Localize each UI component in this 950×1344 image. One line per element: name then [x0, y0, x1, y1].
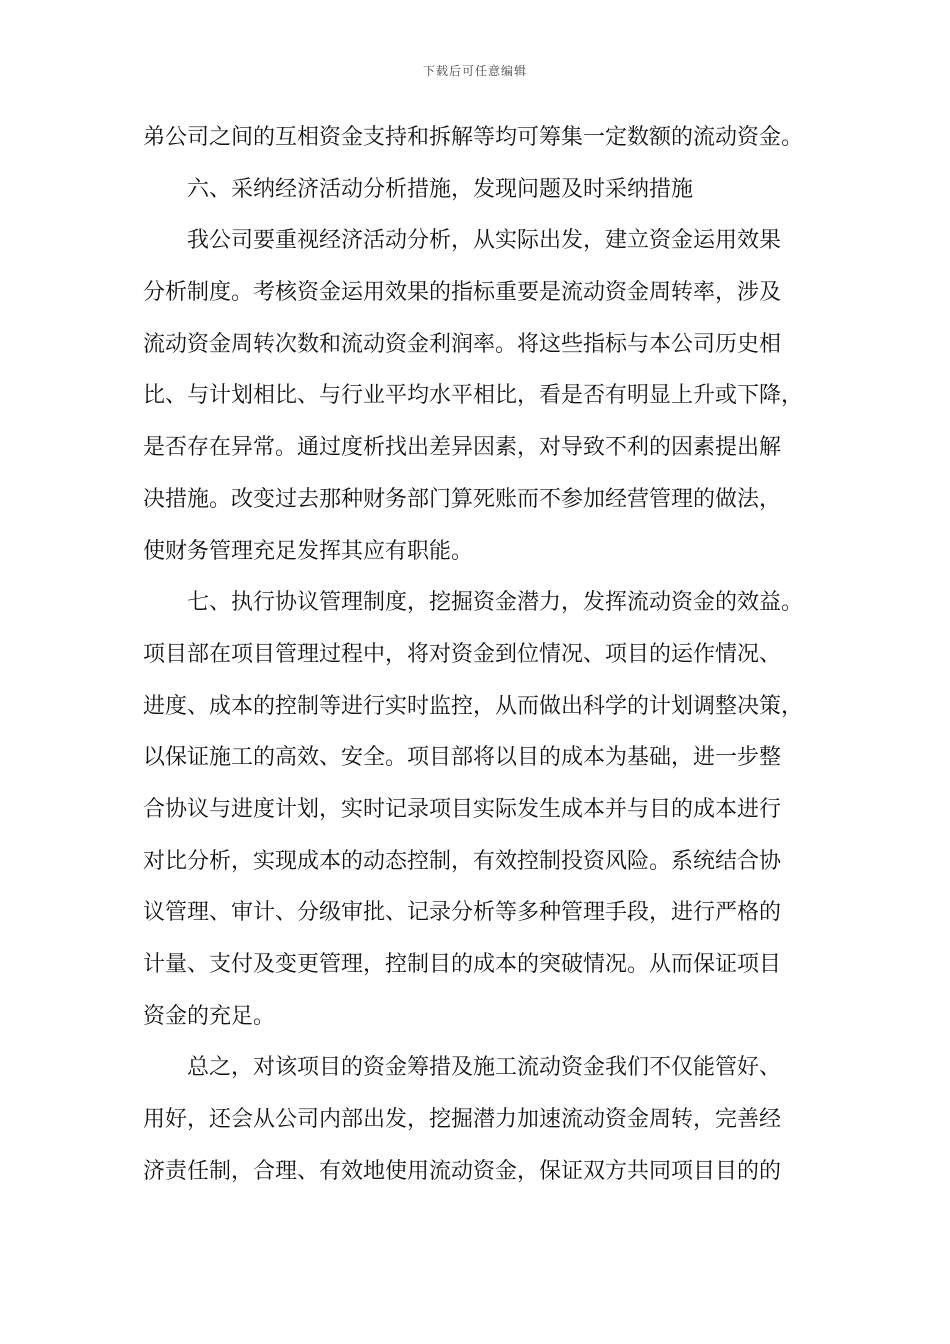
page-header: 下载后可任意编辑	[422, 64, 527, 78]
text-line: 用好，还会从公司内部出发，挖掘潜力加速流动资金周转，完善经	[143, 1107, 782, 1133]
text-line: 进度、成本的控制等进行实时监控，从而做出科学的计划调整决策，	[143, 693, 804, 719]
text-line: 使财务管理充足发挥其应有职能。	[143, 538, 474, 564]
text-line: 以保证施工的高效、安全。项目部将以目的成本为基础，进一步整	[143, 745, 782, 771]
text-line: 资金的充足。	[143, 1003, 276, 1029]
text-line: 项目部在项目管理过程中，将对资金到位情况、项目的运作情况、	[143, 641, 782, 667]
text-line: 是否存在异常。通过度析找出差异因素，对导致不利的因素提出解	[143, 435, 782, 461]
text-line: 决措施。改变过去那种财务部门算死账而不参加经营管理的做法，	[143, 486, 782, 512]
text-line: 对比分析，实现成本的动态控制，有效控制投资风险。系统结合协	[143, 848, 782, 874]
text-line: 弟公司之间的互相资金支持和拆解等均可筹集一定数额的流动资金。	[143, 125, 804, 150]
text-line: 济责任制，合理、有效地使用流动资金，保证双方共同项目目的的	[143, 1158, 782, 1184]
text-line: 流动资金周转次数和流动资金利润率。将这些指标与本公司历史相	[143, 331, 782, 357]
text-line: 总之，对该项目的资金筹措及施工流动资金我们不仅能管好、	[187, 1055, 782, 1081]
text-line: 我公司要重视经济活动分析，从实际出发，建立资金运用效果	[187, 228, 782, 254]
text-line: 比、与计划相比、与行业平均水平相比，看是否有明显上升或下降，	[143, 383, 804, 409]
text-line: 七、执行协议管理制度，挖掘资金潜力，发挥流动资金的效益。	[187, 590, 804, 616]
text-line: 分析制度。考核资金运用效果的指标重要是流动资金周转率，涉及	[143, 280, 782, 306]
text-line: 议管理、审计、分级审批、记录分析等多种管理手段，进行严格的	[143, 900, 782, 926]
text-line: 合协议与进度计划，实时记录项目实际发生成本并与目的成本进行	[143, 796, 782, 822]
text-line: 计量、支付及变更管理，控制目的成本的突破情况。从而保证项目	[143, 952, 782, 977]
text-line: 六、采纳经济活动分析措施，发现问题及时采纳措施	[187, 176, 694, 202]
document-body	[143, 112, 833, 1197]
